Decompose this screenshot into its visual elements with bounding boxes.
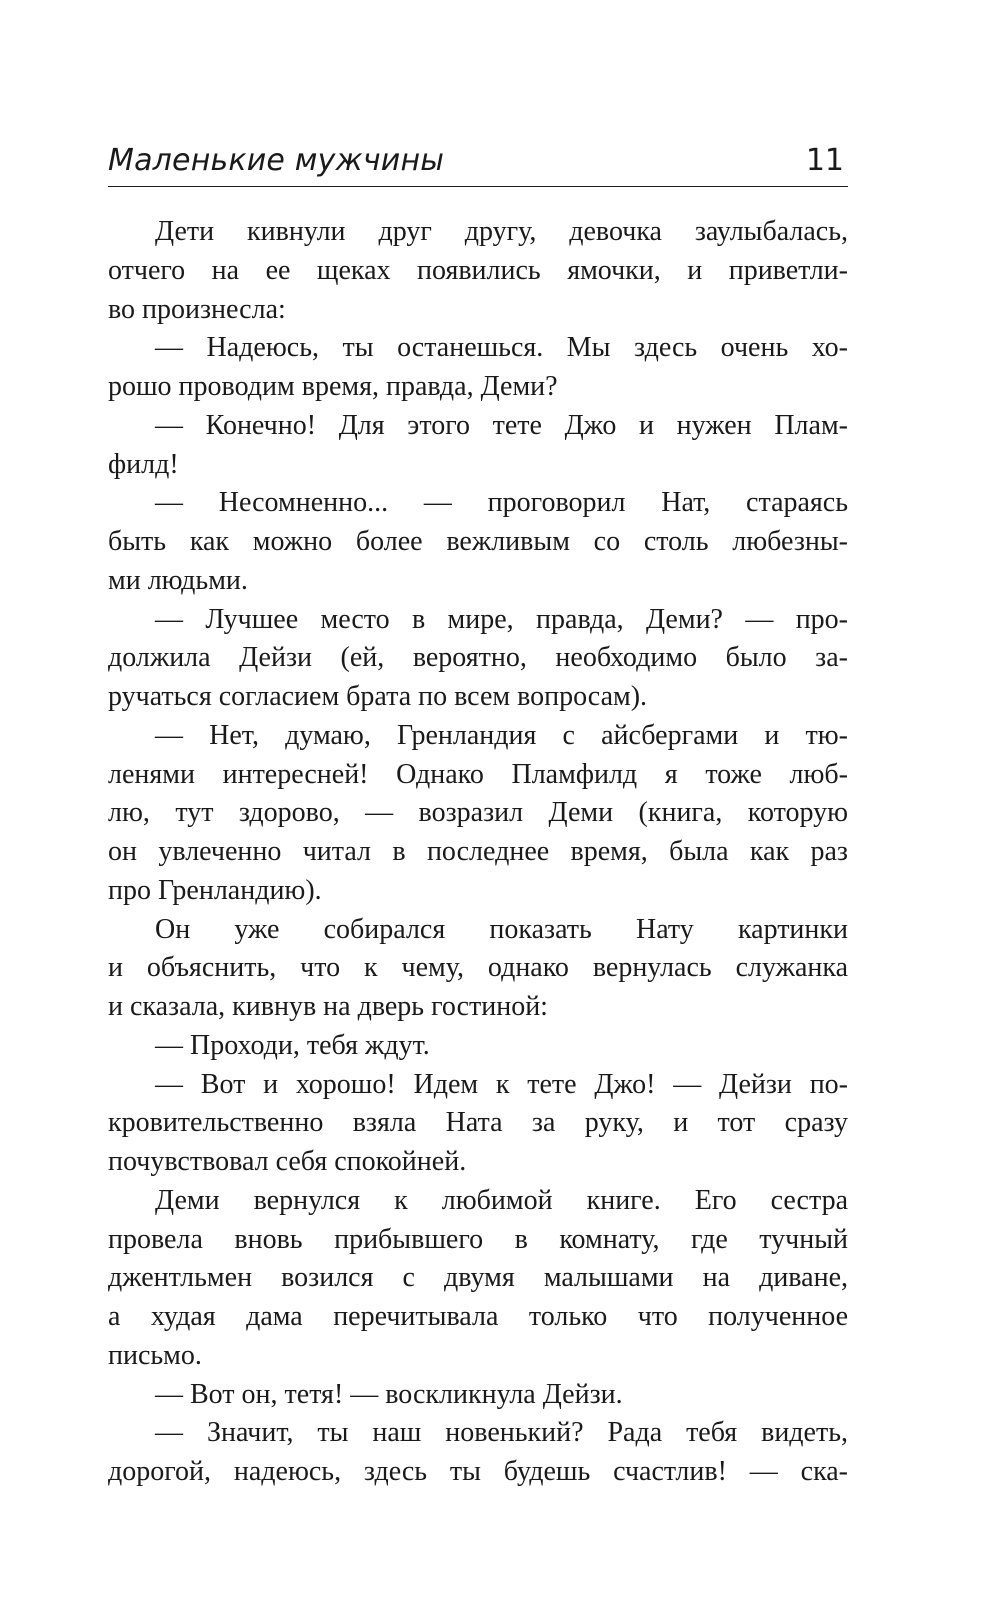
text-line: Деми вернулся к любимой книге. Его сестра [155, 1184, 848, 1216]
text-line: и объяснить, что к чему, однако вернулась служанка [108, 952, 848, 984]
text-line: а худая дама перечитывала только что полученное [108, 1301, 848, 1332]
running-header [108, 138, 848, 187]
text-line: быть как можно более вежливым со столь любезны- [108, 526, 848, 557]
text-line: ми людьми. [108, 564, 248, 596]
text-line: Дети кивнули друг другу, девочка заулыбалась, [155, 216, 848, 247]
text-line: почувствовал себя спокойней. [108, 1146, 467, 1177]
text-line: — Проходи, тебя ждут. [155, 1029, 430, 1061]
text-line: — Лучшее место в мире, правда, Деми? — про- [155, 603, 848, 635]
book-title: Маленькие мужчины [108, 143, 445, 178]
text-line: провела вновь прибывшего в комнату, где тучный [108, 1223, 848, 1255]
text-line: письмо. [108, 1339, 202, 1371]
text-line: джентльмен возился с двумя малышами на диване, [108, 1262, 848, 1294]
text-line: должила Дейзи (ей, вероятно, необходимо было за- [108, 642, 848, 674]
body-text [108, 213, 848, 1492]
text-line: ленями интересней! Однако Пламфилд я тоже люб- [108, 758, 848, 790]
text-line: — Вот и хорошо! Идем к тете Джо! — Дейзи по- [155, 1068, 848, 1100]
text-line: про Гренландию). [108, 874, 322, 906]
text-line: кровительственно взяла Ната за руку, и тот сразу [108, 1107, 848, 1139]
text-line: во произнесла: [108, 293, 286, 325]
text-line: и сказала, кивнув на дверь гостиной: [108, 991, 548, 1022]
text-line: отчего на ее щеках появились ямочки, и приветли- [108, 254, 848, 286]
text-line: он увлеченно читал в последнее время, была как раз [108, 836, 848, 867]
text-line: — Конечно! Для этого тете Джо и нужен Плам- [155, 409, 848, 441]
text-line: — Несомненно... — проговорил Нат, стараясь [155, 487, 848, 519]
page-number: 11 [805, 143, 844, 178]
text-line: Он уже собирался показать Нату картинки [155, 913, 848, 945]
text-line: ручаться согласием брата по всем вопросам). [108, 681, 648, 712]
text-line: лю, тут здорово, — возразил Деми (книга, которую [108, 797, 848, 829]
text-line: — Значит, ты наш новенький? Рада тебя видеть, [155, 1417, 848, 1449]
text-line: — Нет, думаю, Гренландия с айсбергами и тю- [155, 719, 848, 751]
text-line: филд! [108, 448, 179, 480]
text-line: дорогой, надеюсь, здесь ты будешь счастлив! — ска- [108, 1456, 848, 1487]
text-line: — Надеюсь, ты останешься. Мы здесь очень хо- [155, 332, 848, 364]
text-line: — Вот он, тетя! — воскликнула Дейзи. [155, 1378, 623, 1410]
text-line: рошо проводим время, правда, Деми? [108, 371, 558, 402]
